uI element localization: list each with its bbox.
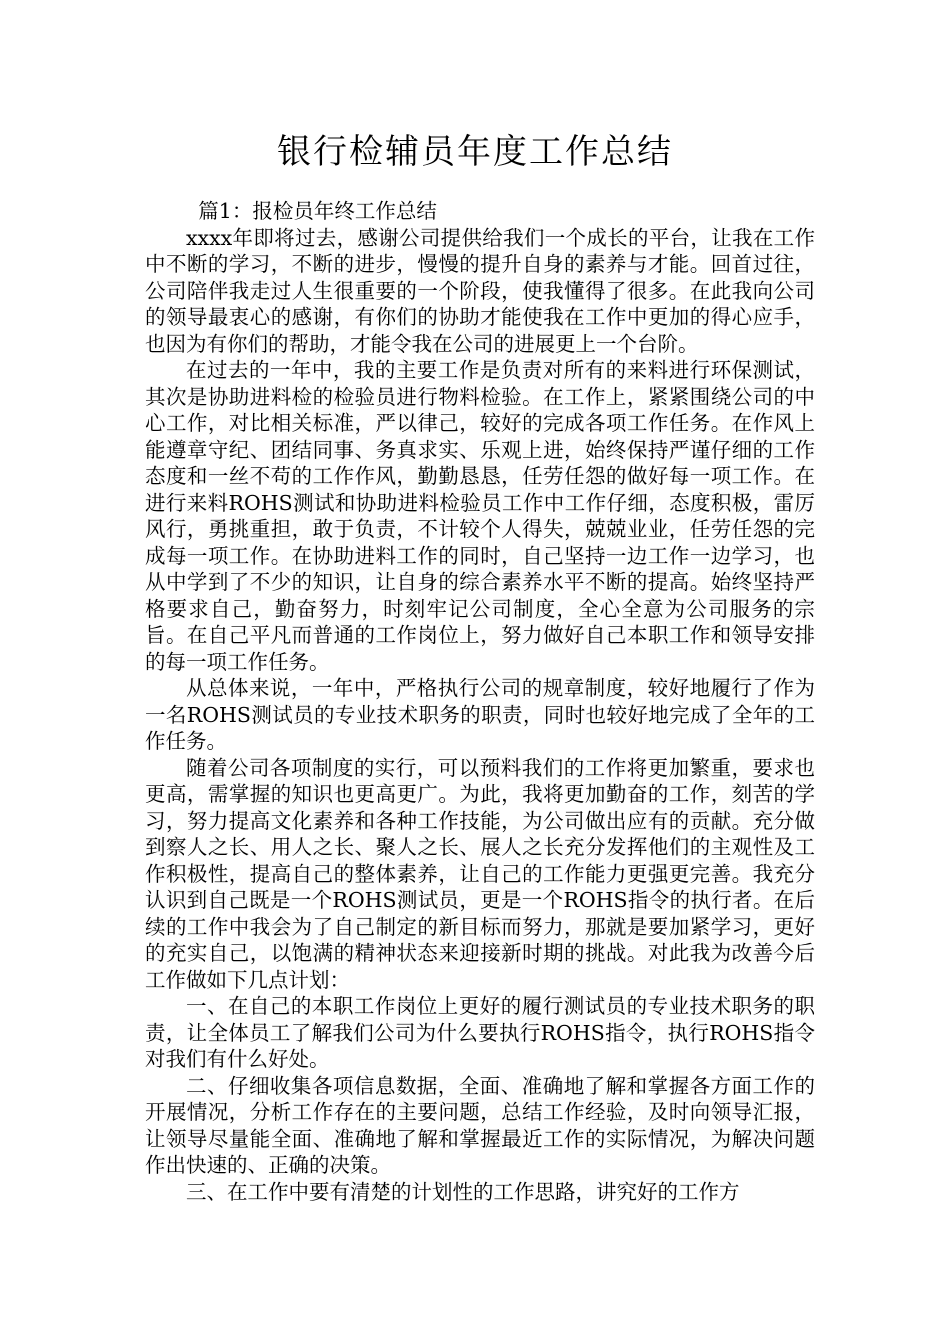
paragraph-plan-2: 二、仔细收集各项信息数据，全面、准确地了解和掌握各方面工作的开展情况，分析工作存在的主要问题，总结工作经验，及时向领导汇报，让领导尽量能全面、准确地了解和掌握最近工作的实际情况，为解决问题作出快速的、正确的决策。 <box>145 1073 815 1177</box>
document-body <box>145 198 815 1205</box>
paragraph-plan-1: 一、在自己的本职工作岗位上更好的履行测试员的专业技术职务的职责，让全体员工了解我们公司为什么要执行ROHS指令，执行ROHS指令对我们有什么好处。 <box>145 994 815 1071</box>
paragraph-plan-intro: 随着公司各项制度的实行，可以预料我们的工作将更加繁重，要求也更高，需掌握的知识也更高更广。为此，我将更加勤奋的工作，刻苦的学习，努力提高文化素养和各种工作技能，为公司做出应有的贡献。充分做到察人之长、用人之长、聚人之长、展人之长充分发挥他们的主观性及工作积极性，提高自己的整体素养，让自己的工作能力更强更完善。我充分认识到自己既是一个ROHS测试员，更是一个ROHS指令的执行者。在后续的工作中我会为了自己制定的新目标而努力，那就是要加紧学习，更好的充实自己，以饱满的精神状态来迎接新时期的挑战。对此我为改善今后工作做如下几点计划： <box>145 755 815 992</box>
paragraph-intro: xxxx年即将过去，感谢公司提供给我们一个成长的平台，让我在工作中不断的学习，不断的进步，慢慢的提升自身的素养与才能。回首过往，公司陪伴我走过人生很重要的一个阶段，使我懂得了很多。在此我向公司的领导最衷心的感谢，有你们的协助才能使我在工作中更加的得心应手，也因为有你们的帮助，才能令我在公司的进展更上一个台阶。 <box>145 225 815 356</box>
document-title: 银行检辅员年度工作总结 <box>277 132 673 172</box>
paragraph-main-work: 在过去的一年中，我的主要工作是负责对所有的来料进行环保测试，其次是协助进料检的检验员进行物料检验。在工作上，紧紧围绕公司的中心工作，对比相关标准，严以律己，较好的完成各项工作任务。在作风上能遵章守纪、团结同事、务真求实、乐观上进，始终保持严谨仔细的工作态度和一丝不苟的工作作风，勤勤恳恳，任劳任怨的做好每一项工作。在进行来料ROHS测试和协助进料检验员工作中工作仔细，态度积极，雷厉风行，勇挑重担，敢于负责，不计较个人得失，兢兢业业，任劳任怨的完成每一项工作。在协助进料工作的同时，自己坚持一边工作一边学习，也从中学到了不少的知识，让自身的综合素养水平不断的提高。始终坚持严格要求自己，勤奋努力，时刻牢记公司制度，全心全意为公司服务的宗旨。在自己平凡而普通的工作岗位上，努力做好自己本职工作和领导安排的每一项工作任务。 <box>145 358 815 674</box>
paragraph-plan-3: 三、在工作中要有清楚的计划性的工作思路，讲究好的工作方 <box>186 1179 740 1204</box>
section-heading: 篇1：报检员年终工作总结 <box>198 199 437 223</box>
paragraph-summary: 从总体来说，一年中，严格执行公司的规章制度，较好地履行了作为一名ROHS测试员的专业技术职务的职责，同时也较好地完成了全年的工作任务。 <box>145 676 815 753</box>
